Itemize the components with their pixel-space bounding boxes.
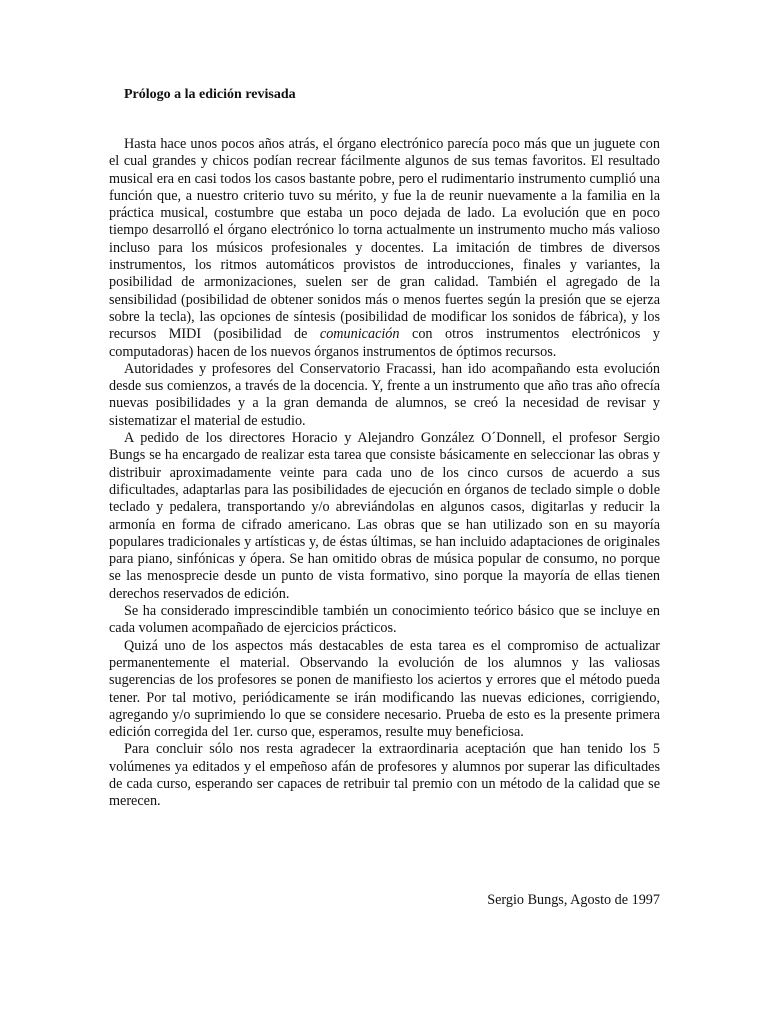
signature: Sergio Bungs, Agosto de 1997 [487,892,660,908]
paragraph-text: Se ha considerado imprescindible también un conocimiento teórico básico que se incluye en cada volumen acompañado de ejercicios prácticos. [109,603,660,637]
paragraph [109,136,660,361]
paragraph [109,741,660,810]
emphasized-word: comunicación [319,326,400,343]
paragraph [109,430,660,603]
paragraph [109,361,660,430]
paragraph-text: Hasta hace unos pocos años atrás, el órgano electrónico parecía poco más que un juguete con el cual grandes y chicos podían recrear fácilmente algunos de sus temas favoritos. El resultado musical era en casi todos los casos bastante pobre, pero el rudimentario instrumento cumplió una función que, a nuestro criterio tuvo su mérito, y fue la de reunir nuevamente a la familia en la práctica musical, costumbre que estaba un poco dejada de lado. La evolución que en poco tiempo desarrolló el órgano electrónico lo torna actualmente un instrumento mucho más valioso incluso para los músicos profesionales y docentes. La imitación de timbres de diversos instrumentos, los ritmos automáticos provistos de introducciones, finales y variantes, la posibilidad de armonizaciones, suelen ser de gran calidad. También el agregado de la sensibilidad (posibilidad de obtener sonidos más o menos fuertes según la presión que se ejerza sobre la tecla), las opciones de síntesis (posibilidad de modificar los sonidos de fábrica), y los recursos MIDI (posibilidad de [109,136,660,343]
paragraph [109,603,660,638]
paragraph-text: A pedido de los directores Horacio y Alejandro González O´Donnell, el profesor Sergio Bungs se ha encargado de realizar esta tarea que consiste básicamente en seleccionar las obras y distribuir aproximadamente veinte para cada uno de los cinco cursos de acuerdo a sus dificultades, adaptarlas para las posibilidades de ejecución en órganos de teclado simple o doble teclado y pedalera, transportando y/o abreviándolas en algunos casos, digitarlas y reducir la armonía en forma de cifrado americano. Las obras que se han utilizado son en su mayoría populares tradicionales y artísticas y, de éstas últimas, se han incluido adaptaciones de originales para piano, sinfónicas y ópera. Se han omitido obras de música popular de consumo, no porque se las menosprecie desde un punto de vista formativo, sino porque la mayoría de ellas tienen derechos reservados de edición. [109,430,660,602]
paragraph [109,638,660,742]
paragraph-text: con otros instrumentos electrónicos y computadoras) hacen de los nuevos órganos instrumentos de óptimos recursos. [109,326,660,360]
paragraph-text: Autoridades y profesores del Conservatorio Fracassi, han ido acompañando esta evolución desde sus comienzos, a través de la docencia. Y, frente a un instrumento que año tras año ofrecía nuevas posibilidades y a la gran demanda de alumnos, se creó la necesidad de revisar y sistematizar el material de estudio. [109,360,660,429]
paragraph-text: Quizá uno de los aspectos más destacables de esta tarea es el compromiso de actualizar permanentemente el material. Observando la evolución de los alumnos y las valiosas sugerencias de los profesores se ponen de manifiesto los aciertos y errores que el método pueda tener. Por tal motivo, periódicamente se irán modificando las nuevas ediciones, corrigiendo, agregando y/o suprimiendo lo que se considere necesario. Prueba de esto es la presente primera edición corregida del 1er. curso que, esperamos, resulte muy beneficiosa. [109,637,660,741]
document-page [109,0,660,1024]
prologue-body [109,136,660,811]
paragraph-text: Para concluir sólo nos resta agradecer la extraordinaria aceptación que han tenido los 5 volúmenes ya editados y el empeñoso afán de profesores y alumnos por superar las dificultades de cada curso, esperando ser capaces de retribuir tal premio con un método de la calidad que se merecen. [109,741,660,810]
page-title: Prólogo a la edición revisada [124,87,296,102]
